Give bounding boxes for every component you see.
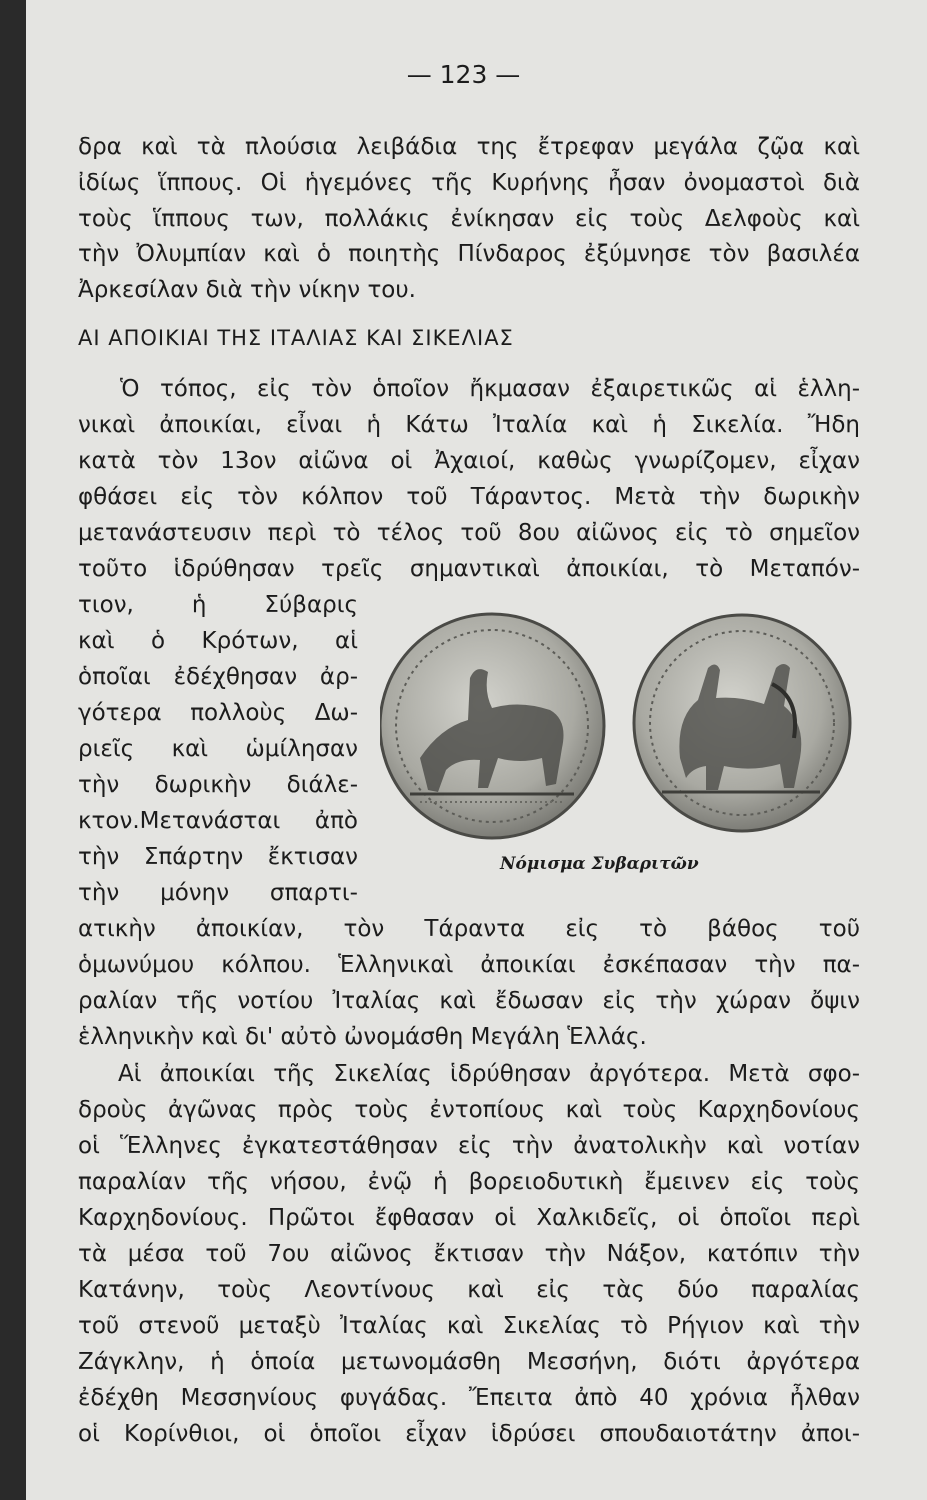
text-line: τὴν μόνην σπαρτι- bbox=[78, 880, 358, 906]
text-line: ἑλληνικὴν καὶ δι' αὐτὸ ὠνομάσθη Μεγάλη Ἑλλάς. bbox=[78, 1024, 647, 1050]
text-line: Ἀρκεσίλαν διὰ τὴν νίκην του. bbox=[78, 277, 416, 303]
text-line: φθάσει εἰς τὸν κόλπον τοῦ Τάραντος. Μετὰ τὴν δωρικὴν bbox=[78, 484, 860, 510]
section-heading: ΑΙ ΑΠΟΙΚΙΑΙ ΤΗΣ ΙΤΑΛΙΑΣ ΚΑΙ ΣΙΚΕΛΙΑΣ bbox=[78, 326, 514, 350]
text-line: τιον, ἡ Σύβαρις bbox=[78, 592, 358, 618]
text-line: τὴν Σπάρτην ἔκτισαν bbox=[78, 844, 358, 870]
text-line: τοῦ στενοῦ μεταξὺ Ἰταλίας καὶ Σικελίας τὸ Ρήγιον καὶ τὴν bbox=[78, 1313, 860, 1339]
text-line: γότερα πολλοὺς Δω- bbox=[78, 700, 358, 726]
text-line: δρα καὶ τὰ πλούσια λειβάδια της ἔτρεφαν μεγάλα ζῷα καὶ bbox=[78, 134, 860, 160]
text-line: κτον.Μετανάσται ἀπὸ bbox=[78, 808, 358, 834]
text-line: ἐδέχθη Μεσσηνίους φυγάδας. Ἔπειτα ἀπὸ 40 χρόνια ἦλθαν bbox=[78, 1385, 860, 1411]
text-line: Ζάγκλην, ἡ ὁποία μετωνομάσθη Μεσσήνη, διότι ἀργότερα bbox=[78, 1349, 860, 1375]
text-line: τοῦτο ἱδρύθησαν τρεῖς σημαντικαὶ ἀποικίαι, τὸ Μεταπόν- bbox=[78, 556, 860, 582]
text-line: Καρχηδονίους. Πρῶτοι ἔφθασαν οἱ Χαλκιδεῖς, οἱ ὁποῖοι περὶ bbox=[78, 1205, 860, 1231]
text-line: νικαὶ ἀποικίαι, εἶναι ἡ Κάτω Ἰταλία καὶ ἡ Σικελία. Ἤδη bbox=[78, 412, 860, 438]
text-line: Κατάνην, τοὺς Λεοντίνους καὶ εἰς τὰς δύο παραλίας bbox=[78, 1277, 860, 1303]
page-binding-edge bbox=[0, 0, 26, 1500]
page-number: — 123 — bbox=[406, 60, 521, 89]
text-line: τὰ μέσα τοῦ 7ου αἰῶνος ἔκτισαν τὴν Νάξον, κατόπιν τὴν bbox=[78, 1241, 860, 1267]
text-line: ατικὴν ἀποικίαν, τὸν Τάραντα εἰς τὸ βάθος τοῦ bbox=[78, 916, 860, 942]
sybaris-coins-illustration bbox=[380, 608, 860, 848]
text-line: τὴν δωρικὴν διάλε- bbox=[78, 772, 358, 798]
text-line: κατὰ τὸν 13ον αἰῶνα οἱ Ἀχαιοί, καθὼς γνωρίζομεν, εἶχαν bbox=[78, 448, 860, 474]
text-line: ραλίαν τῆς νοτίου Ἰταλίας καὶ ἔδωσαν εἰς τὴν χώραν ὄψιν bbox=[78, 988, 860, 1014]
text-line: οἱ Κορίνθιοι, οἱ ὁποῖοι εἶχαν ἱδρύσει σπουδαιοτάτην ἀποι- bbox=[78, 1421, 860, 1447]
text-line: καὶ ὁ Κρότων, αἱ bbox=[78, 628, 358, 654]
text-line: ριεῖς καὶ ὡμίλησαν bbox=[78, 736, 358, 762]
text-line: οἱ Ἕλληνες ἐγκατεστάθησαν εἰς τὴν ἀνατολικὴν καὶ νοτίαν bbox=[78, 1133, 860, 1159]
text-line: ὁμωνύμου κόλπου. Ἑλληνικαὶ ἀποικίαι ἐσκέπασαν τὴν πα- bbox=[78, 952, 860, 978]
coin-obverse bbox=[380, 614, 604, 838]
text-line: δροὺς ἀγῶνας πρὸς τοὺς ἐντοπίους καὶ τοὺς Καρχηδονίους bbox=[78, 1097, 860, 1123]
figure-caption: Νόμισμα Συβαριτῶν bbox=[500, 854, 699, 874]
text-line: τοὺς ἵππους των, πολλάκις ἐνίκησαν εἰς τοὺς Δελφοὺς καὶ bbox=[78, 206, 860, 232]
text-line: τὴν Ὀλυμπίαν καὶ ὁ ποιητὴς Πίνδαρος ἐξύμνησε τὸν βασιλέα bbox=[78, 241, 860, 267]
text-line: μετανάστευσιν περὶ τὸ τέλος τοῦ 8ου αἰῶνος εἰς τὸ σημεῖον bbox=[78, 520, 860, 546]
text-line: Αἱ ἀποικίαι τῆς Σικελίας ἱδρύθησαν ἀργότερα. Μετὰ σφο- bbox=[118, 1061, 860, 1087]
text-line: παραλίαν τῆς νήσου, ἐνῷ ἡ βορειοδυτικὴ ἔμεινεν εἰς τοὺς bbox=[78, 1169, 860, 1195]
text-line: ὁποῖαι ἐδέχθησαν ἀρ- bbox=[78, 664, 358, 690]
text-line: ἰδίως ἵππους. Οἱ ἡγεμόνες τῆς Κυρήνης ἦσαν ὀνομαστοὶ διὰ bbox=[78, 170, 860, 196]
text-line: Ὁ τόπος, εἰς τὸν ὁποῖον ἤκμασαν ἐξαιρετικῶς αἱ ἑλλη- bbox=[120, 376, 860, 402]
coin-reverse bbox=[634, 615, 850, 831]
